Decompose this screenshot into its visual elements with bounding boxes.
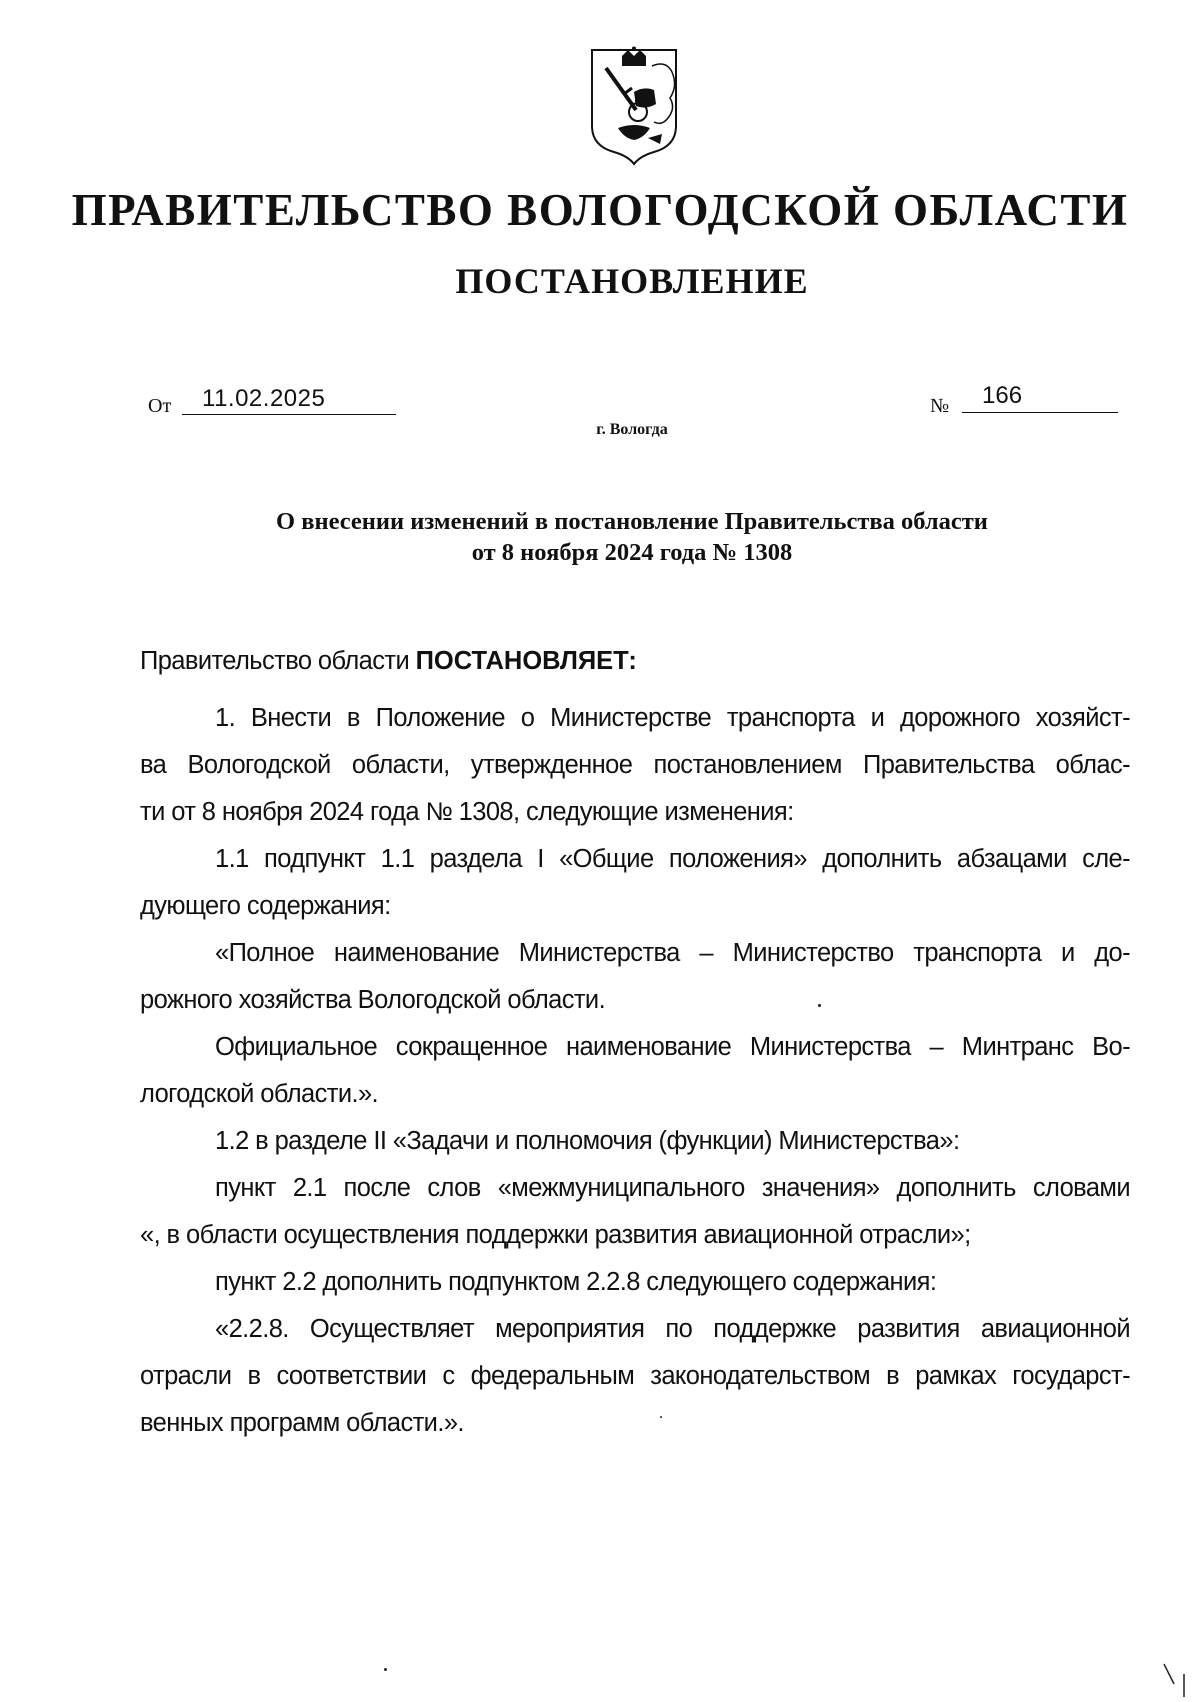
scan-speck (818, 1004, 821, 1007)
body-paragraph (140, 695, 1130, 836)
paragraph-line: ти от 8 ноября 2024 года № 1308, следующие изменения: (140, 798, 794, 826)
preamble-bold: ПОСТАНОВЛЯЕТ: (415, 647, 637, 675)
paragraph-line: Официальное сокращенное наименование Министерства – Минтранс Во- (215, 1033, 1130, 1061)
paragraph-line: 1.2 в разделе II «Задачи и полномочия (функции) Министерства»: (215, 1127, 960, 1155)
paragraph-line: 1.1 подпункт 1.1 раздела I «Общие положения» дополнить абзацами сле- (215, 845, 1130, 873)
organization-title: ПРАВИТЕЛЬСТВО ВОЛОГОДСКОЙ ОБЛАСТИ (71, 185, 1129, 235)
city-label: г. Вологда (596, 421, 668, 438)
preamble (140, 644, 637, 678)
body-paragraph (140, 1306, 1130, 1447)
subject-line-1: О внесении изменений в постановление Правительства области (276, 508, 988, 535)
preamble-text: Правительство области (140, 647, 416, 675)
paragraph-line: венных программ области.». (140, 1409, 464, 1437)
document-subject (140, 506, 1124, 568)
number-value: 166 (982, 382, 1023, 409)
coat-of-arms-icon (588, 46, 680, 166)
date-value: 11.02.2025 (202, 385, 326, 412)
number-prefix: № (930, 395, 950, 417)
date-prefix: От (148, 395, 172, 417)
body-paragraph (140, 836, 1130, 930)
document-type: ПОСТАНОВЛЕНИЕ (455, 261, 809, 301)
subject-line-2: от 8 ноября 2024 года № 1308 (471, 539, 793, 566)
paragraph-line: «, в области осуществления поддержки развития авиационной отрасли»; (140, 1221, 971, 1249)
scan-corner-mark (1160, 1660, 1190, 1697)
body-text (140, 695, 1130, 1447)
paragraph-line: пункт 2.1 после слов «межмуниципального значения» дополнить словами (215, 1174, 1130, 1202)
paragraph-line: 1. Внести в Положение о Министерстве транспорта и дорожного хозяйст- (215, 704, 1130, 732)
paragraph-line: отрасли в соответствии с федеральным законодательством в рамках государст- (140, 1362, 1130, 1390)
paragraph-line: рожного хозяйства Вологодской области. (140, 986, 606, 1014)
body-paragraph (140, 1118, 1130, 1165)
body-paragraph (140, 1259, 1130, 1306)
body-paragraph (140, 1024, 1130, 1118)
paragraph-line: ва Вологодской области, утвержденное постановлением Правительства облас- (140, 751, 1130, 779)
scan-speck (384, 1668, 387, 1671)
body-paragraph (140, 930, 1130, 1024)
paragraph-line: дующего содержания: (140, 892, 391, 920)
paragraph-line: логодской области.». (140, 1080, 379, 1108)
date-field (182, 386, 396, 415)
scan-speck (660, 1416, 662, 1418)
body-paragraph (140, 1165, 1130, 1259)
paragraph-line: «2.2.8. Осуществляет мероприятия по поддержке развития авиационной (215, 1315, 1130, 1343)
paragraph-line: пункт 2.2 дополнить подпунктом 2.2.8 следующего содержания: (215, 1268, 937, 1296)
paragraph-line: «Полное наименование Министерства – Министерство транспорта и до- (215, 939, 1130, 967)
number-field (962, 384, 1118, 413)
